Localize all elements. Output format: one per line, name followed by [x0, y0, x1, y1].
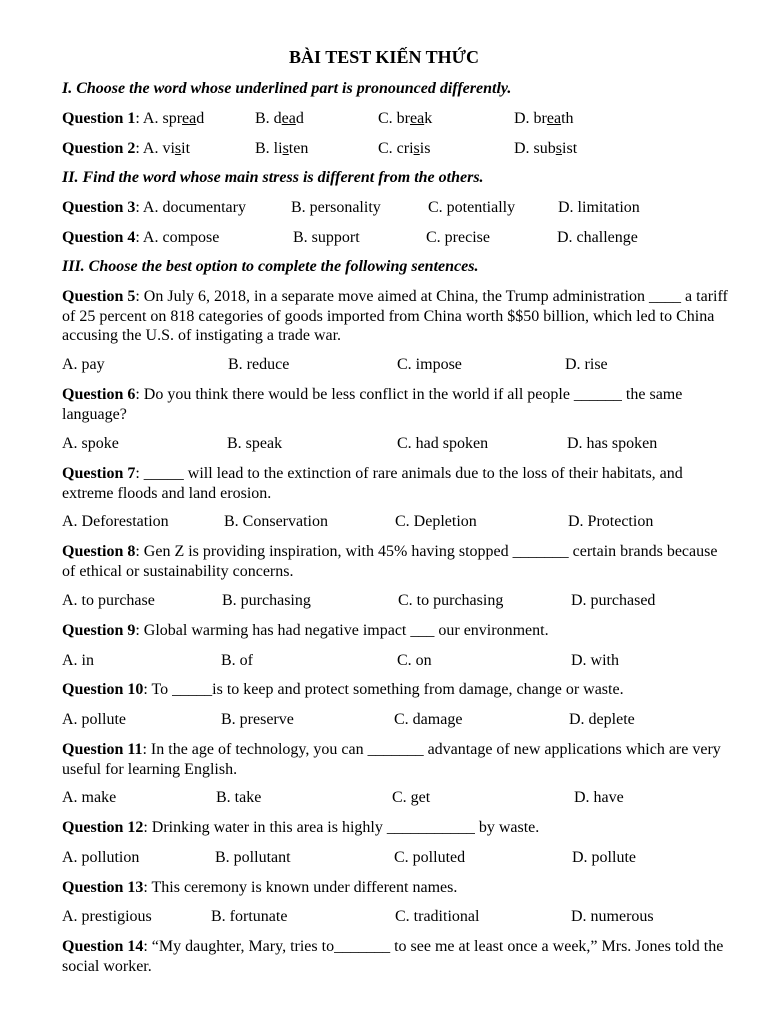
option-d: D. Protection [568, 513, 654, 530]
question-number: Question 7 [62, 465, 136, 482]
question-number: Question 5 [62, 288, 136, 305]
option-c: C. on [397, 652, 432, 669]
section-3-heading: III. Choose the best option to complete the following sentences. [62, 258, 479, 275]
question-13-stem: Question 13: This ceremony is known under different names. [62, 879, 458, 896]
option-d: D. numerous [571, 908, 654, 925]
option-c: C. Depletion [395, 513, 477, 530]
option-c: C. damage [394, 711, 463, 728]
question-6-stem: Question 6: Do you think there would be less conflict in the world if all people ______ the same language? [62, 386, 683, 423]
option-a: A. pollute [62, 711, 126, 728]
question-8-options [62, 591, 742, 611]
question-10-options [62, 710, 742, 730]
section-1-heading: I. Choose the word whose underlined part is pronounced differently. [62, 80, 512, 97]
option-c: C. impose [397, 356, 462, 373]
option-d: D. limitation [558, 199, 640, 216]
question-number: Question 10 [62, 681, 144, 698]
question-6-options [62, 434, 742, 454]
option-a: A. Deforestation [62, 513, 169, 530]
question-11-options [62, 788, 742, 808]
question-5-options [62, 355, 742, 375]
question-11-stem: Question 11: In the age of technology, you can _______ advantage of new applications which are very useful for learning English. [62, 741, 721, 778]
option-c: C. precise [426, 229, 490, 246]
option-b: B. personality [291, 199, 381, 216]
question-number: Question 6 [62, 386, 136, 403]
question-8-stem: Question 8: Gen Z is providing inspiration, with 45% having stopped _______ certain brands because of ethical or sustainability concerns. [62, 543, 718, 580]
option-c: C. potentially [428, 199, 516, 216]
section-2-heading: II. Find the word whose main stress is different from the others. [62, 169, 484, 186]
option-b: B. pollutant [215, 849, 291, 866]
option-d: D. rise [565, 356, 608, 373]
option-b: B. dead [255, 110, 304, 127]
option-b: B. support [293, 229, 360, 246]
option-a: A. in [62, 652, 94, 669]
option-a: A. spread [142, 110, 205, 127]
option-c: C. traditional [395, 908, 480, 925]
option-a: A. spoke [62, 435, 119, 452]
option-d: D. has spoken [567, 435, 658, 452]
option-c: C. had spoken [397, 435, 489, 452]
option-c: C. polluted [394, 849, 466, 866]
question-7-stem: Question 7: _____ will lead to the extinction of rare animals due to the loss of their habitats, and extreme floods and land erosion. [62, 465, 683, 502]
page-title: BÀI TEST KIẾN THỨC [289, 47, 479, 67]
question-3: Question 3: A. documentary B. personality C. potentially D. limitation [62, 199, 640, 216]
option-a: A. visit [142, 140, 191, 157]
question-13-options [62, 907, 742, 927]
option-d: D. breath [514, 110, 574, 127]
option-a: A. pollution [62, 849, 140, 866]
option-d: D. pollute [572, 849, 636, 866]
option-d: D. deplete [569, 711, 635, 728]
question-9-stem: Question 9: Global warming has had negative impact ___ our environment. [62, 622, 549, 639]
question-number: Question 3 [62, 199, 136, 216]
question-number: Question 9 [62, 622, 136, 639]
option-d: D. have [574, 789, 624, 806]
option-c: C. to purchasing [398, 592, 504, 609]
option-b: B. fortunate [211, 908, 288, 925]
question-number: Question 11 [62, 741, 143, 758]
question-number: Question 14 [62, 938, 144, 955]
option-b: B. Conservation [224, 513, 328, 530]
question-9-options [62, 651, 742, 671]
option-d: D. subsist [514, 140, 578, 157]
option-a: A. documentary [142, 199, 246, 216]
option-d: D. challenge [557, 229, 638, 246]
question-12-options [62, 848, 742, 868]
question-number: Question 2 [62, 140, 136, 157]
option-b: B. listen [255, 140, 309, 157]
option-b: B. take [216, 789, 262, 806]
option-c: C. crisis [378, 140, 431, 157]
question-number: Question 8 [62, 543, 136, 560]
question-14-stem: Question 14: “My daughter, Mary, tries to_______ to see me at least once a week,” Mrs. Jones told the social worker. [62, 938, 724, 975]
option-c: C. break [378, 110, 433, 127]
option-b: B. speak [227, 435, 283, 452]
option-b: B. reduce [228, 356, 290, 373]
option-a: A. prestigious [62, 908, 152, 925]
question-5-stem: Question 5: On July 6, 2018, in a separate move aimed at China, the Trump administration ____ a tariff of 25 percent on 818 categories of goods imported from China worth $$50 billion, which led to China accusing the U.S. of instigating a trade war. [62, 288, 728, 344]
question-10-stem: Question 10: To _____is to keep and protect something from damage, change or waste. [62, 681, 624, 698]
option-c: C. get [392, 789, 431, 806]
question-1: Question 1: A. spread B. dead C. break D. breath [62, 110, 574, 127]
question-number: Question 1 [62, 110, 136, 127]
question-number: Question 13 [62, 879, 144, 896]
option-b: B. purchasing [222, 592, 311, 609]
option-a: A. pay [62, 356, 105, 373]
option-d: D. purchased [571, 592, 656, 609]
question-7-options [62, 512, 742, 532]
question-4: Question 4: A. compose B. support C. precise D. challenge [62, 229, 638, 246]
question-number: Question 12 [62, 819, 144, 836]
option-a: A. compose [142, 229, 220, 246]
option-d: D. with [571, 652, 619, 669]
option-a: A. make [62, 789, 117, 806]
option-a: A. to purchase [62, 592, 155, 609]
question-12-stem: Question 12: Drinking water in this area is highly ___________ by waste. [62, 819, 540, 836]
option-b: B. preserve [221, 711, 294, 728]
option-b: B. of [221, 652, 253, 669]
question-2: Question 2: A. visit B. listen C. crisis D. subsist [62, 140, 578, 157]
question-number: Question 4 [62, 229, 136, 246]
